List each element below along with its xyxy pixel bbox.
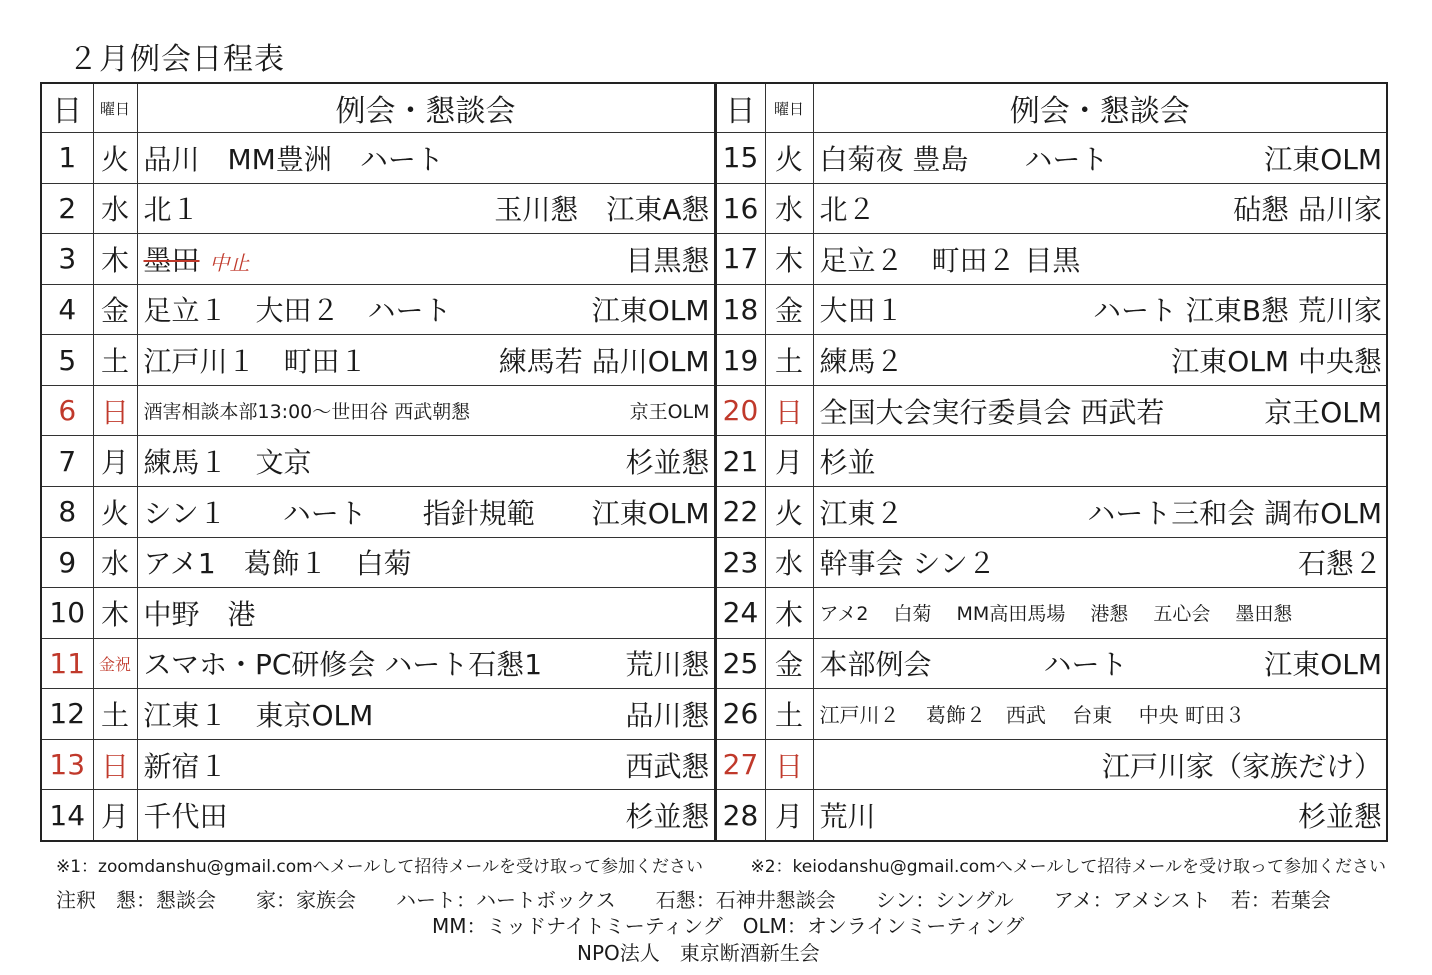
events-left <box>820 188 876 228</box>
events-left <box>820 492 904 532</box>
events-row <box>820 643 1383 683</box>
table-row <box>41 790 1387 841</box>
events-cell <box>813 385 1387 436</box>
weekday-cell: 土 <box>93 689 137 740</box>
events-row <box>144 441 710 481</box>
weekday-cell: 日 <box>765 739 813 790</box>
weekday-cell: 金 <box>765 284 813 335</box>
events-left <box>820 599 1293 626</box>
events-cell <box>137 284 715 335</box>
events-left-text: シン１ ハート 指針規範 <box>143 496 535 530</box>
events-cell <box>813 638 1387 689</box>
day-cell: 11 <box>41 638 93 689</box>
weekday-cell: 水 <box>765 183 813 234</box>
table-row <box>41 284 1387 335</box>
day-cell: 6 <box>41 385 93 436</box>
weekday-cell: 土 <box>765 689 813 740</box>
day-cell: 7 <box>41 436 93 487</box>
events-row <box>820 599 1383 626</box>
weekday-cell: 木 <box>765 588 813 639</box>
weekday-cell: 水 <box>93 537 137 588</box>
day-cell: 19 <box>715 335 765 386</box>
day-cell: 5 <box>41 335 93 386</box>
schedule-table <box>40 82 1388 842</box>
events-right: 京王OLM <box>1264 395 1382 429</box>
events-left-text: 白菊夜 豊島 ハート <box>819 142 1109 176</box>
weekday-cell: 木 <box>93 588 137 639</box>
events-right: 杉並懇 <box>1297 800 1382 834</box>
events-cell <box>137 133 715 184</box>
weekday-cell: 金祝 <box>93 638 137 689</box>
events-left-text: 北１ <box>143 193 200 227</box>
day-cell: 2 <box>41 183 93 234</box>
header-weekday: 曜日 <box>765 83 813 133</box>
weekday-cell: 火 <box>765 133 813 184</box>
weekday-cell: 木 <box>93 234 137 285</box>
table-row <box>41 739 1387 790</box>
events-left-text: 江東２ <box>819 496 904 530</box>
events-left <box>144 239 250 279</box>
events-row <box>144 397 710 424</box>
day-cell: 25 <box>715 638 765 689</box>
events-cell <box>137 436 715 487</box>
day-cell: 26 <box>715 689 765 740</box>
weekday-cell: 月 <box>765 436 813 487</box>
table-row <box>41 689 1387 740</box>
day-cell: 21 <box>715 436 765 487</box>
events-left <box>144 441 312 481</box>
events-row <box>144 795 710 835</box>
events-right: 西武懇 <box>625 749 710 783</box>
table-row <box>41 486 1387 537</box>
events-row <box>820 492 1383 532</box>
events-row <box>820 138 1383 178</box>
table-row <box>41 133 1387 184</box>
weekday-cell: 日 <box>765 385 813 436</box>
events-left <box>820 699 1245 728</box>
events-left-text: 練馬２ <box>819 345 904 379</box>
events-right: 玉川懇 江東A懇 <box>494 193 710 227</box>
events-left-text: 江戸川１ 町田１ <box>143 345 368 379</box>
events-left-text: 大田１ <box>819 294 904 328</box>
events-right: 京王OLM <box>629 401 710 424</box>
footnote-row <box>56 852 1386 877</box>
day-cell: 13 <box>41 739 93 790</box>
day-cell: 22 <box>715 486 765 537</box>
events-row <box>144 138 710 178</box>
events-left <box>144 745 228 785</box>
events-right: 品川懇 <box>625 698 710 732</box>
events-left-text: 全国大会実行委員会 西武若 <box>819 395 1165 429</box>
events-right: ハート三和会 調布OLM <box>1087 496 1382 530</box>
events-cell <box>137 385 715 436</box>
events-right: 江東OLM <box>591 496 710 530</box>
weekday-cell: 月 <box>765 790 813 841</box>
events-cell <box>813 234 1387 285</box>
events-left <box>144 593 256 633</box>
day-cell: 8 <box>41 486 93 537</box>
table-row <box>41 183 1387 234</box>
events-cell <box>137 588 715 639</box>
events-cell <box>137 689 715 740</box>
events-right: 江東OLM 中央懇 <box>1171 345 1382 379</box>
events-cell <box>137 790 715 841</box>
events-left <box>144 795 228 835</box>
events-cell <box>813 689 1387 740</box>
events-cell <box>813 284 1387 335</box>
table-row <box>41 588 1387 639</box>
events-row <box>820 289 1383 329</box>
events-left-text: 練馬１ 文京 <box>143 446 312 480</box>
weekday-cell: 日 <box>93 739 137 790</box>
events-row <box>144 745 710 785</box>
events-row <box>820 391 1383 431</box>
events-row <box>820 542 1383 582</box>
weekday-cell: 火 <box>93 133 137 184</box>
day-cell: 14 <box>41 790 93 841</box>
events-left-text: 荒川 <box>819 800 876 834</box>
events-left <box>144 694 374 734</box>
header-events: 例会・懇談会 <box>813 83 1387 133</box>
events-row <box>144 289 710 329</box>
footnote-1: ※1：zoomdanshu@gmail.comへメールして招待メールを受け取って参加ください <box>56 857 703 877</box>
events-cell <box>813 486 1387 537</box>
events-cell <box>813 790 1387 841</box>
day-cell: 24 <box>715 588 765 639</box>
events-cell <box>137 486 715 537</box>
events-left-text: 中野 港 <box>143 597 256 631</box>
events-left <box>144 643 543 683</box>
events-row <box>144 340 710 380</box>
header-events: 例会・懇談会 <box>137 83 715 133</box>
day-cell: 15 <box>715 133 765 184</box>
day-cell: 17 <box>715 234 765 285</box>
events-left-text: 江東１ 東京OLM <box>143 698 374 732</box>
events-row <box>820 340 1383 380</box>
events-cell <box>137 537 715 588</box>
weekday-cell: 水 <box>93 183 137 234</box>
day-cell: 18 <box>715 284 765 335</box>
day-cell: 16 <box>715 183 765 234</box>
header-day: 日 <box>41 83 93 133</box>
events-row <box>820 699 1383 728</box>
weekday-cell: 月 <box>93 790 137 841</box>
day-cell: 3 <box>41 234 93 285</box>
events-left <box>820 289 904 329</box>
events-left <box>144 397 471 424</box>
weekday-cell: 金 <box>765 638 813 689</box>
events-row <box>144 694 710 734</box>
header-day: 日 <box>715 83 765 133</box>
day-cell: 23 <box>715 537 765 588</box>
events-row <box>144 542 710 582</box>
events-cell <box>137 234 715 285</box>
events-right: 練馬若 品川OLM <box>498 345 710 379</box>
events-row <box>144 239 710 279</box>
legend-line-1: 注釈 懇：懇談会 家：家族会 ハート：ハートボックス 石懇：石神井懇談会 シン：シングル アメ：アメシスト 若：若葉会 <box>56 888 1331 912</box>
events-left-text: 足立２ 町田２ 目黒 <box>819 243 1081 277</box>
table-row <box>41 335 1387 386</box>
table-row <box>41 385 1387 436</box>
weekday-cell: 火 <box>93 486 137 537</box>
table-row <box>41 436 1387 487</box>
events-cell <box>137 638 715 689</box>
table-row <box>41 537 1387 588</box>
events-row <box>820 745 1383 785</box>
events-right: 江東OLM <box>1264 648 1382 682</box>
weekday-cell: 月 <box>93 436 137 487</box>
events-row <box>144 492 710 532</box>
events-left <box>144 188 200 228</box>
day-cell: 28 <box>715 790 765 841</box>
events-row <box>144 643 710 683</box>
events-row <box>144 188 710 228</box>
table-row <box>41 234 1387 285</box>
events-left-text: 足立１ 大田２ ハート <box>143 294 452 328</box>
events-cell <box>813 537 1387 588</box>
events-left <box>820 441 876 481</box>
weekday-cell: 金 <box>93 284 137 335</box>
events-left <box>144 289 452 329</box>
events-cell <box>137 739 715 790</box>
events-left-text: 本部例会 ハート <box>819 648 1128 682</box>
day-cell: 12 <box>41 689 93 740</box>
events-left <box>820 795 876 835</box>
page-title: ２月例会日程表 <box>68 42 285 77</box>
events-left <box>144 542 412 582</box>
events-right: ハート 江東B懇 荒川家 <box>1092 294 1382 328</box>
handwritten-note: 中止 <box>209 250 250 275</box>
events-row <box>820 795 1383 835</box>
events-left-text: 品川 MM豊洲 ハート <box>143 142 444 176</box>
footnote-2: ※2：keiodanshu@gmail.comへメールして招待メールを受け取って参加ください <box>750 857 1386 877</box>
day-cell: 27 <box>715 739 765 790</box>
weekday-cell: 火 <box>765 486 813 537</box>
events-cell <box>813 588 1387 639</box>
events-right: 江東OLM <box>591 294 710 328</box>
events-right: 荒川懇 <box>625 648 710 682</box>
events-right: 杉並懇 <box>625 800 710 834</box>
events-cell <box>813 183 1387 234</box>
day-cell: 20 <box>715 385 765 436</box>
events-right: 目黒懇 <box>625 243 710 277</box>
events-row <box>820 441 1383 481</box>
events-right: 杉並懇 <box>625 446 710 480</box>
weekday-cell: 土 <box>93 335 137 386</box>
events-cell <box>137 183 715 234</box>
events-left <box>820 138 1109 178</box>
events-cell <box>137 335 715 386</box>
events-row <box>144 593 710 633</box>
events-left-text: アメ2 白菊 MM高田馬場 港懇 五心会 墨田懇 <box>819 603 1293 626</box>
events-left <box>144 138 444 178</box>
weekday-cell: 木 <box>765 234 813 285</box>
day-cell: 1 <box>41 133 93 184</box>
table-row <box>41 638 1387 689</box>
events-left <box>820 391 1165 431</box>
weekday-cell: 水 <box>765 537 813 588</box>
events-cell <box>813 436 1387 487</box>
header-weekday: 曜日 <box>93 83 137 133</box>
events-right: 江戸川家（家族だけ） <box>1101 749 1382 783</box>
organization-name: NPO法人 東京断酒新生会 <box>577 941 820 965</box>
events-left <box>820 643 1128 683</box>
events-left-text: 新宿１ <box>143 749 228 783</box>
day-cell: 4 <box>41 284 93 335</box>
header-row <box>41 83 1387 133</box>
events-right: 江東OLM <box>1264 142 1382 176</box>
events-left-text: 北２ <box>819 193 876 227</box>
events-row <box>820 239 1383 279</box>
events-row <box>820 188 1383 228</box>
events-left-text: スマホ・PC研修会 ハート石懇1 <box>143 648 543 682</box>
weekday-cell: 土 <box>765 335 813 386</box>
weekday-cell: 日 <box>93 385 137 436</box>
events-left-text: 江戸川２ 葛飾２ 西武 台東 中央 町田３ <box>819 703 1245 728</box>
events-cell <box>813 335 1387 386</box>
events-right: 砧懇 品川家 <box>1233 193 1382 227</box>
events-right: 石懇２ <box>1297 547 1382 581</box>
events-left-text: 酒害相談本部13:00～世田谷 西武朝懇 <box>143 401 471 424</box>
events-cell <box>813 133 1387 184</box>
events-left <box>820 542 996 582</box>
events-left <box>144 492 535 532</box>
events-left <box>820 239 1081 279</box>
events-left-text: 千代田 <box>143 800 228 834</box>
events-left-text: アメ1 葛飾１ 白菊 <box>143 547 412 581</box>
events-left <box>820 340 904 380</box>
day-cell: 9 <box>41 537 93 588</box>
events-left <box>144 340 368 380</box>
day-cell: 10 <box>41 588 93 639</box>
legend-line-2: MM：ミッドナイトミーティング OLM：オンラインミーティング <box>432 914 1025 938</box>
events-cell <box>813 739 1387 790</box>
events-left-text: 杉並 <box>819 446 876 480</box>
events-left-text: 幹事会 シン２ <box>819 547 996 581</box>
events-left-text: 墨田 <box>143 243 200 277</box>
